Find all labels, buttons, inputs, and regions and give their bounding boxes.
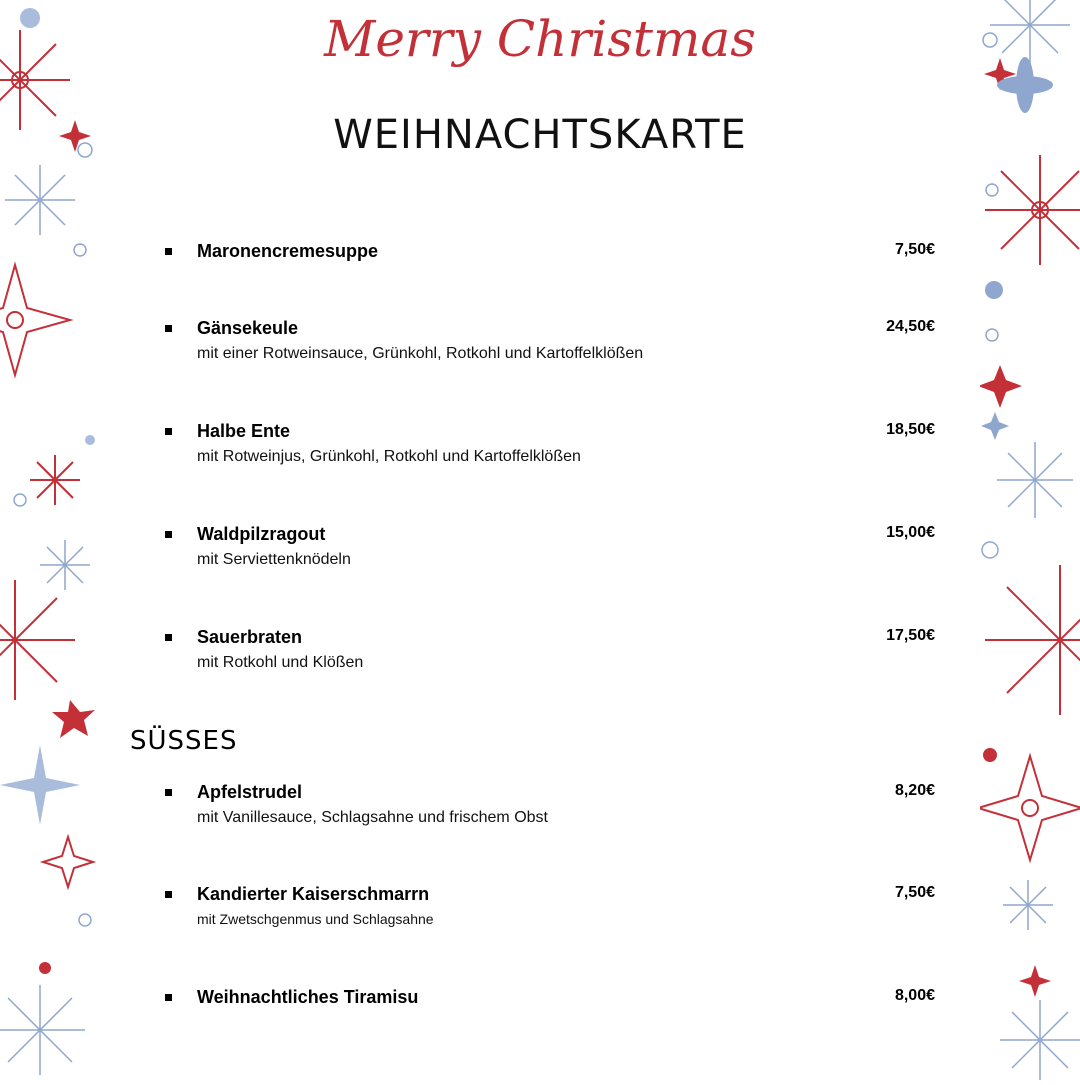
greeting-heading: Merry Christmas: [324, 10, 756, 68]
dish-description: mit Serviettenknödeln: [197, 551, 351, 568]
dessert-description: mit Zwetschgenmus und Schlagsahne: [197, 911, 434, 927]
dessert-name: Apfelstrudel: [197, 782, 303, 802]
dish-description: mit einer Rotweinsauce, Grünkohl, Rotkohl und Kartoffelklößen: [197, 345, 644, 362]
dish-price: 15,00€: [886, 524, 935, 541]
dessert-name: Kandierter Kaiserschmarrn: [197, 884, 430, 904]
bullet-icon: [165, 531, 172, 538]
bullet-icon: [165, 891, 172, 898]
dessert-description: mit Vanillesauce, Schlagsahne und frischem Obst: [197, 809, 548, 826]
dish-price: 7,50€: [894, 241, 935, 258]
dish-name: Halbe Ente: [197, 421, 291, 441]
dish-price: 18,50€: [886, 421, 935, 438]
bullet-icon: [165, 248, 172, 255]
dish-description: mit Rotweinjus, Grünkohl, Rotkohl und Kartoffelklößen: [197, 448, 581, 465]
bullet-icon: [165, 325, 172, 332]
dish-name: Sauerbraten: [197, 627, 303, 647]
bullet-icon: [165, 428, 172, 435]
dish-name: Gänsekeule: [197, 318, 299, 338]
dish-price: 24,50€: [886, 318, 935, 335]
snowflake-border-right: [980, 0, 1080, 1080]
dish-description: mit Rotkohl und Klößen: [197, 654, 364, 671]
snowflake-decoration-icon: [980, 0, 1080, 1080]
bullet-icon: [165, 634, 172, 641]
page-title: WEIHNACHTSKARTE: [333, 112, 747, 158]
dish-price: 17,50€: [886, 627, 935, 644]
bullet-icon: [165, 994, 172, 1001]
dish-name: Maronencremesuppe: [197, 241, 379, 261]
snowflake-border-left: [0, 0, 100, 1080]
dessert-price: 8,20€: [894, 782, 935, 799]
dessert-price: 7,50€: [894, 884, 935, 901]
section-title-desserts: SÜSSES: [130, 726, 238, 756]
bullet-icon: [165, 789, 172, 796]
dessert-price: 8,00€: [894, 987, 935, 1004]
dessert-name: Weihnachtliches Tiramisu: [197, 987, 419, 1007]
snowflake-decoration-icon: [0, 0, 100, 1080]
dish-name: Waldpilzragout: [197, 524, 326, 544]
